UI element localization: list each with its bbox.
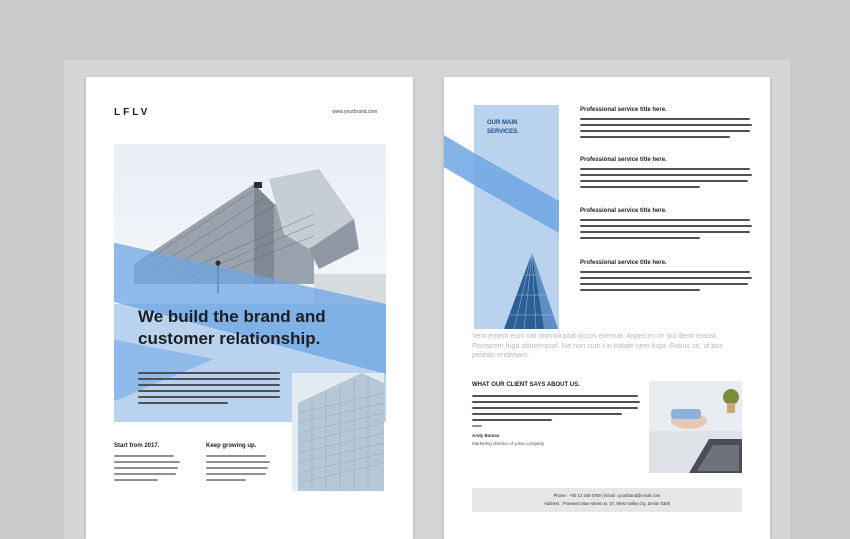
testimonial-author-role: Marketing director of yolva company xyxy=(472,441,545,446)
website-url: www.yourbrand.com xyxy=(332,109,378,115)
service-item xyxy=(580,208,755,243)
testimonial-text xyxy=(472,395,642,431)
testimonial-title: WHAT OUR CLIENT SAYS ABOUT US. xyxy=(472,382,580,388)
service-title: Professional service title here. xyxy=(580,208,667,214)
service-title: Professional service title here. xyxy=(580,107,667,113)
service-item xyxy=(580,107,755,142)
contact-footer xyxy=(472,488,742,512)
column-start-text xyxy=(114,455,184,481)
services-title-line-2: SERVICES. xyxy=(487,129,519,135)
column-growing-text xyxy=(206,455,276,481)
service-item xyxy=(580,260,755,295)
testimonial-author: Andy Baman xyxy=(472,433,500,438)
brand-logo: LFLV xyxy=(114,107,151,118)
services-title-line-1: OUR MAIN xyxy=(487,120,518,126)
brochure-front-page xyxy=(86,77,413,539)
column-start xyxy=(114,443,184,485)
service-item xyxy=(580,157,755,192)
service-title: Professional service title here. xyxy=(580,157,667,163)
office-desk-photo xyxy=(649,381,742,473)
column-start-title: Start from 2017. xyxy=(114,443,160,449)
hero-body-text xyxy=(138,372,280,408)
glass-building-photo xyxy=(292,373,384,491)
intro-paragraph: Vent entem eum nat ommoluptat occus exernat. Asperum im qui illesti teaost. Poreprem fuga aboremporl. Ne non cum i in eatate nem fuga. Ratius sit, ut pos pelesto endenam. xyxy=(472,331,723,360)
headline xyxy=(138,306,378,350)
column-growing xyxy=(206,443,276,485)
footer-contact: Phone : +00 12 345 6789 | Email : yourbrand@email.com xyxy=(553,493,661,498)
headline-line-2: customer relationship. xyxy=(138,329,321,348)
brochure-back-page xyxy=(444,77,770,539)
column-growing-title: Keep growing up. xyxy=(206,443,257,449)
service-title: Professional service title here. xyxy=(580,260,667,266)
footer-address: Address : Praesent vitae street no. 27, West Valley city, Zenon 5300 xyxy=(544,501,670,506)
headline-line-1: We build the brand and xyxy=(138,307,326,326)
